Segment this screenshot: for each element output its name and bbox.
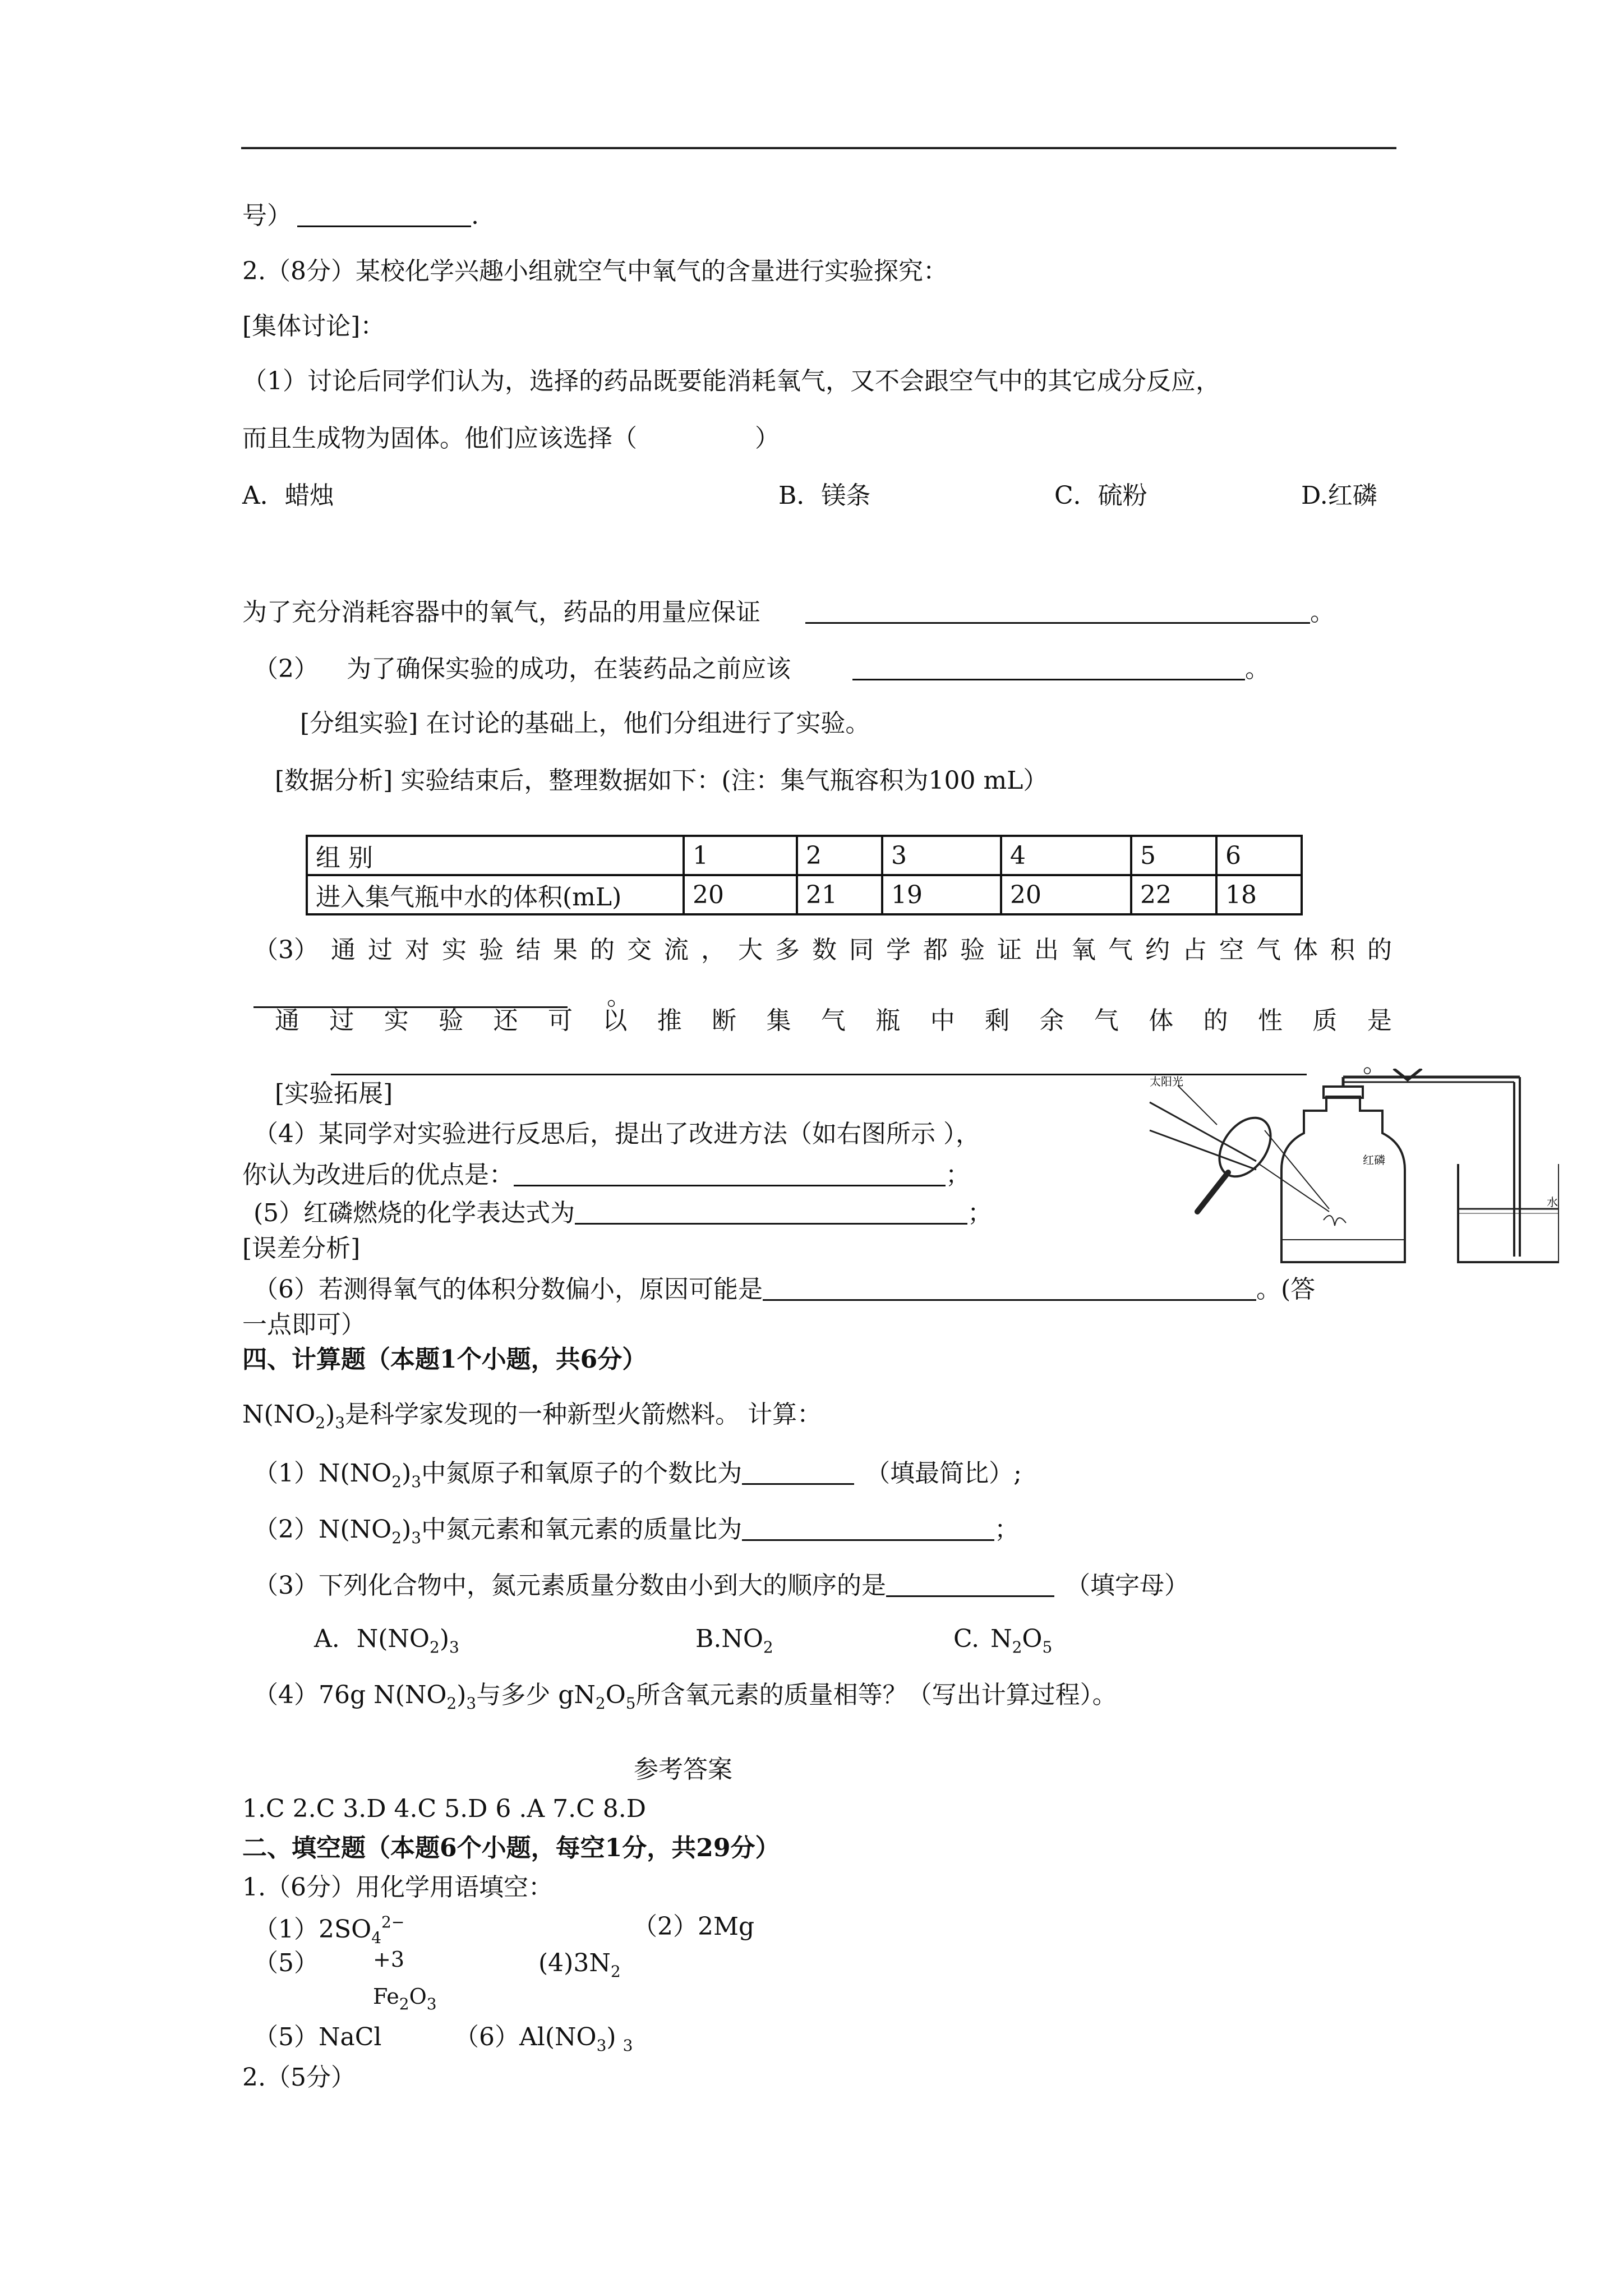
- table-header-cell: 进入集气瓶中水的体积(mL): [307, 875, 684, 914]
- section-4-title: 四、计算题（本题1个小题，共6分）: [242, 1345, 647, 1374]
- answer-blank: [742, 1458, 854, 1485]
- answer-1-5a: （5）: [253, 1949, 319, 1977]
- answer-blank: [742, 1515, 994, 1541]
- answer-blank: [297, 201, 471, 227]
- fuel-line: $N(NO_2)_3$是科学家发现的一种新型火箭燃料。 计算：: [242, 1400, 822, 1432]
- table-cell: 22: [1131, 875, 1216, 914]
- answer-blank: [886, 1571, 1054, 1597]
- table-row: [307, 836, 1302, 875]
- answer-blank: [805, 597, 1310, 624]
- table-cell: 3: [882, 836, 1001, 875]
- calc-3-option-a: A. $N(NO_2)_3$: [314, 1625, 459, 1657]
- table-cell: 2: [797, 836, 882, 875]
- question-2-6-line-b: 一点即可）: [242, 1310, 366, 1339]
- section-discussion: [集体讨论]：: [242, 312, 385, 341]
- answer-blank: [514, 1160, 946, 1186]
- calc-3-option-c: C. $N_2O_5$: [953, 1625, 1053, 1657]
- table-cell: 5: [1131, 836, 1216, 875]
- section-error-analysis: [误差分析]: [242, 1234, 361, 1263]
- table-cell: 21: [797, 875, 882, 914]
- question-2-1-line-a: （1）讨论后同学们认为，选择的药品既要能消耗氧气，又不会跟空气中的其它成分反应，: [242, 367, 1220, 395]
- option-c: C．硫粉: [1054, 481, 1147, 510]
- answer-1-4: $(4)3N_2$: [538, 1949, 621, 1981]
- answer-blank: [852, 654, 1245, 680]
- calc-4: （4）76g $N(NO_2)_3$与多少 $gN_2O_5$所含氧元素的质量相等？（写出计算过程）。: [253, 1681, 1117, 1713]
- question-2-4-line-a: （4）某同学对实验进行反思后，提出了改进方法（如右图所示 ），: [253, 1120, 980, 1148]
- apparatus-figure: [1144, 1069, 1559, 1273]
- table-row: [307, 875, 1302, 914]
- infer-line-spaced: 通 过 实 验 还 可 以 推 断 集 气 瓶 中 剩 余 气 体 的 性 质 是: [275, 1006, 1392, 1035]
- fig-label-phosphorus: 红磷: [1363, 1153, 1385, 1167]
- question-2-4-line-b: 你认为改进后的优点是： ；: [242, 1161, 970, 1189]
- header-rule: [241, 147, 1396, 149]
- question-2-3-spaced: （3） 通 过 对 实 验 结 果 的 交 流 ， 大 多 数 同 学 都 验 证 出 氧 气 约 占 空 气 体 积 的: [253, 936, 1392, 964]
- formula-fe2o3: $Fe_2O_3$: [373, 1984, 437, 2013]
- answer-1-1: $(1)2SO_4^{2-}$: [253, 1913, 405, 1947]
- section-group-experiment: [分组实验] 在讨论的基础上，他们分组进行了实验。: [300, 709, 870, 738]
- answer-blank: [575, 1198, 967, 1225]
- answer-1-5b: （5）NaCl: [253, 2023, 382, 2051]
- answer-2-title: 2.（5分）: [242, 2063, 356, 2092]
- magnifier-icon: [1209, 1108, 1281, 1186]
- table-header-cell: 组 别: [307, 836, 684, 875]
- gas-bottle: [1281, 1097, 1405, 1262]
- table-cell: 20: [684, 875, 797, 914]
- calc-3-option-b: $B.NO_2$: [695, 1625, 773, 1657]
- calc-3: （3）下列化合物中，氮元素质量分数由小到大的顺序的是 （填字母）: [253, 1571, 1189, 1600]
- option-a: A．蜡烛: [242, 481, 334, 510]
- section-data-analysis: [数据分析] 实验结束后，整理数据如下：(注：集气瓶容积为100 mL）: [275, 766, 1048, 795]
- valence-plus3: +3: [373, 1947, 405, 1972]
- line-hao: 号） .: [242, 201, 479, 230]
- question-2-1-line-b: 而且生成物为固体。他们应该选择（ ）: [242, 424, 780, 453]
- table-cell: 1: [684, 836, 797, 875]
- table-cell: 6: [1216, 836, 1302, 875]
- table-cell: 18: [1216, 875, 1302, 914]
- answer-1-2: （2）2Mg: [633, 1912, 755, 1941]
- option-b: B．镁条: [778, 481, 871, 510]
- option-d: D.红磷: [1301, 481, 1377, 510]
- answer-1-6: $(6)Al(NO_3)$ $_3$: [454, 2023, 633, 2055]
- question-2-5: (5）红磷燃烧的化学表达式为 ；: [253, 1199, 993, 1227]
- fig-label-water: 水: [1547, 1195, 1558, 1209]
- table-cell: 20: [1001, 875, 1131, 914]
- answer-blank: [253, 982, 568, 1008]
- section-2-title: 二、填空题（本题6个小题，每空1分，共29分）: [242, 1834, 780, 1862]
- answer-blank: [763, 1274, 1256, 1301]
- fig-label-sun: 太阳光: [1150, 1075, 1183, 1088]
- question-2-3-blank: 。: [253, 982, 631, 1009]
- section-expansion: [实验拓展]: [275, 1079, 393, 1108]
- answer-key: 1.C 2.C 3.D 4.C 5.D 6 .A 7.C 8.D: [242, 1795, 647, 1823]
- question-2-title: 2.（8分）某校化学兴趣小组就空气中氧气的含量进行实验探究：: [242, 257, 948, 286]
- infer-blank-line: 。: [331, 1049, 1387, 1076]
- line-enough: 为了充分消耗容器中的氧气，药品的用量应保证 。: [242, 598, 1335, 627]
- question-2-6: （6）若测得氧气的体积分数偏小，原因可能是 。(答: [253, 1275, 1316, 1304]
- table-cell: 4: [1001, 836, 1131, 875]
- calc-1: $(1)N(NO_2)_3$中氮原子和氧原子的个数比为 （填最简比）;: [253, 1459, 1022, 1491]
- answer-1-title: 1.（6分）用化学用语填空：: [242, 1873, 553, 1902]
- answer-title: 参考答案: [634, 1755, 732, 1784]
- table-cell: 19: [882, 875, 1001, 914]
- question-2-2: （2） 为了确保实验的成功，在装药品之前应该 。: [253, 655, 1270, 683]
- data-table: [306, 835, 1303, 915]
- calc-2: $(2)N(NO_2)_3$中氮元素和氧元素的质量比为 ；: [253, 1515, 1020, 1547]
